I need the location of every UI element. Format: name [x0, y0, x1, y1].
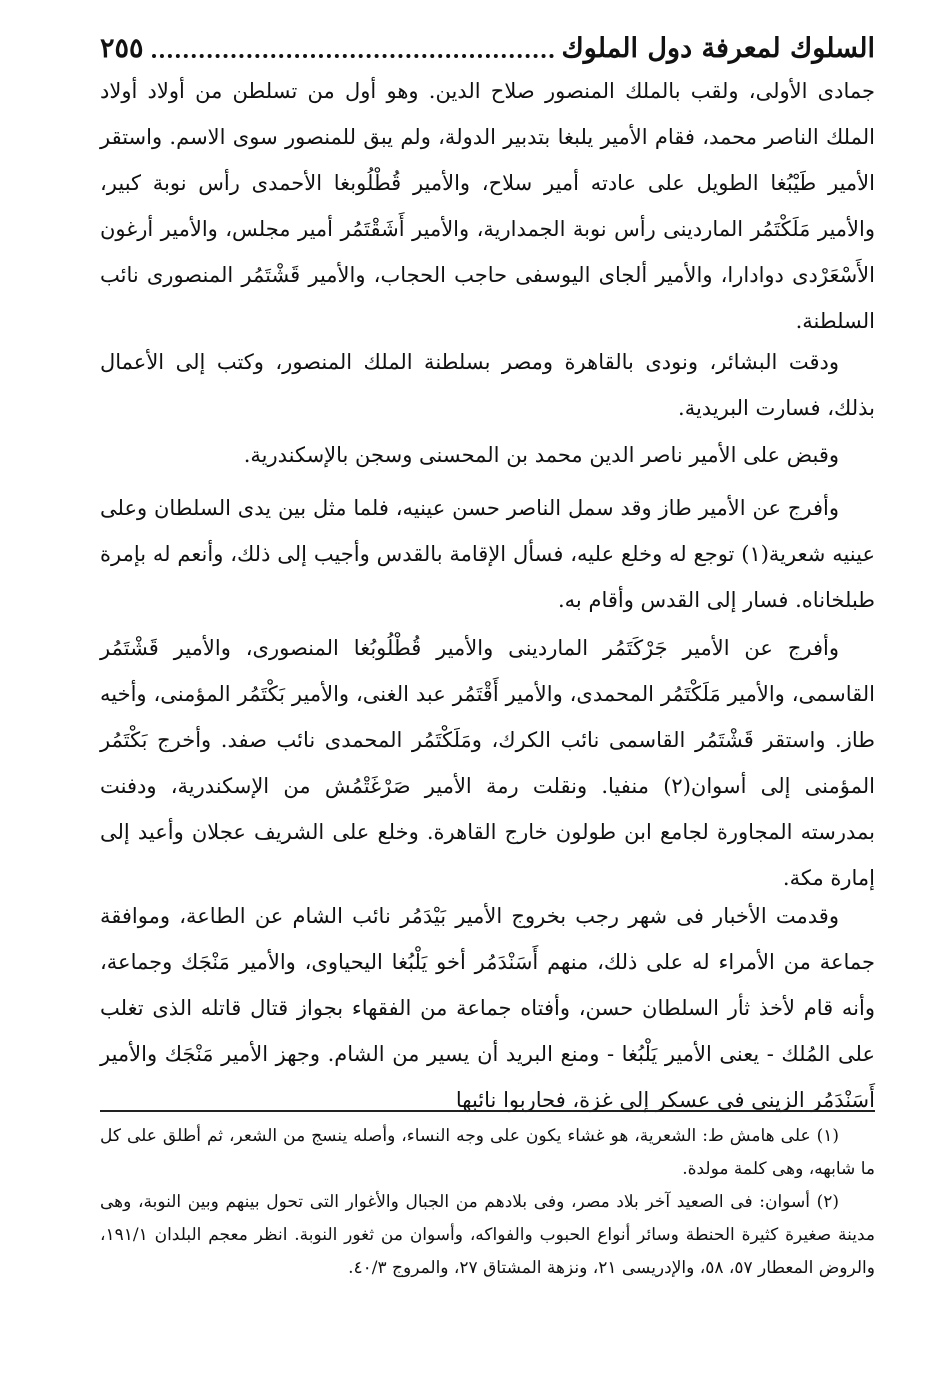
paragraph-5: وأفرج عن الأمير جَرْكَتَمُر الماردينى والأمير قُطْلُوبُغا المنصورى، والأمير قَشْتَمُر القاسمى، والأمير مَلَكْتَمُر المحمدى، والأمير أَقْتَمُر عبد الغنى، والأمير بَكْتَمُر المؤمنى، وأخيه طاز. واستقر قَشْتَمُر القاسمى نائب الكرك، ومَلَكْتَمُر المحمدى نائب صفد. وأخرج بَكْتَمُر المؤمنى إلى أسوان(٢) منفيا. ونقلت رمة الأمير صَرْغَتْمُش من الإسكندرية، ودفنت بمدرسته المجاورة لجامع ابن طولون خارج القاهرة. وخلع على الشريف عجلان وأعيد إلى إمارة مكة. [100, 636, 875, 890]
running-title: السلوك لمعرفة دول الملوك [561, 32, 875, 64]
paragraph-4: وأفرج عن الأمير طاز وقد سمل الناصر حسن عينيه، فلما مثل بين يدى السلطان وعلى عينيه شعرية(١) توجع له وخلع عليه، فسأل الإقامة بالقدس وأجيب إلى ذلك، وأنعم له بإمرة طبلخاناه. فسار إلى القدس وأقام به. [100, 496, 875, 612]
paragraph-2: ودقت البشائر، ونودى بالقاهرة ومصر بسلطنة الملك المنصور، وكتب إلى الأعمال بذلك، فسارت البريدية. [100, 350, 875, 420]
running-header [100, 28, 875, 68]
paragraph-6: وقدمت الأخبار فى شهر رجب بخروج الأمير بَيْدَمُر نائب الشام عن الطاعة، وموافقة جماعة من الأمراء له على ذلك، منهم أَسَنْدَمُر أخو يَلْبُغا اليحياوى، والأمير مَنْجَك وجماعة، وأنه قام لأخذ ثأر السلطان حسن، وأفتاه جماعة من الفقهاء بجواز قتال قاتله الذى تغلب على المُلك - يعنى الأمير يَلْبُغا - ومنع البريد أن يسير من الشام. وجهز الأمير مَنْجَك والأمير أَسَنْدَمُر الزينى فى عسكر إلى غزة، فحاربوا نائبها [100, 904, 875, 1112]
paragraph-1: جمادى الأولى، ولقب بالملك المنصور صلاح الدين. وهو أول من تسلطن من أولاد أولاد الملك الناصر محمد، فقام الأمير يلبغا بتدبير الدولة، ولم يبق للمنصور سوى الاسم. واستقر الأمير طَيْبُغا الطويل على عادته أمير سلاح، والأمير قُطْلُوبغا الأحمدى رأس نوبة كبير، والأمير مَلَكْتَمُر الماردينى رأس نوبة الجمدارية، والأمير أَشَقْتَمُر أمير مجلس، والأمير أرغون الأَسْعَرْدى دوادارا، والأمير ألجاى اليوسفى حاجب الحجاب، والأمير قَشْتَمُر المنصورى نائب السلطنة. [100, 79, 875, 333]
footnote-2: (٢) أسوان: فى الصعيد آخر بلاد مصر، وفى بلادهم من الجبال والأغوار التى تحول بينهم وبين النوبة، وهى مدينة صغيرة كثيرة الحنطة وسائر أنواع الحبوب والفواكه، وأسوان من ثغور النوبة. انظر معجم البلدان ١٩١/١، والروض المعطار ٥٧، ٥٨، والإدريسى ٢١، ونزهة المشتاق ٢٧، والمروج ٤٠/٣. [100, 1192, 875, 1278]
footnote-1: (١) على هامش ط: الشعرية، هو غشاء يكون على وجه النساء، وأصله ينسج من الشعر، ثم أطلق على كل ما شابهه، وهى كلمة مولدة. [100, 1126, 875, 1179]
footnote-separator [100, 1110, 875, 1112]
leader-dots [152, 54, 554, 58]
paragraph-3: وقبض على الأمير ناصر الدين محمد بن المحسنى وسجن بالإسكندرية. [243, 443, 839, 467]
page-number: ٢٥٥ [100, 32, 144, 64]
